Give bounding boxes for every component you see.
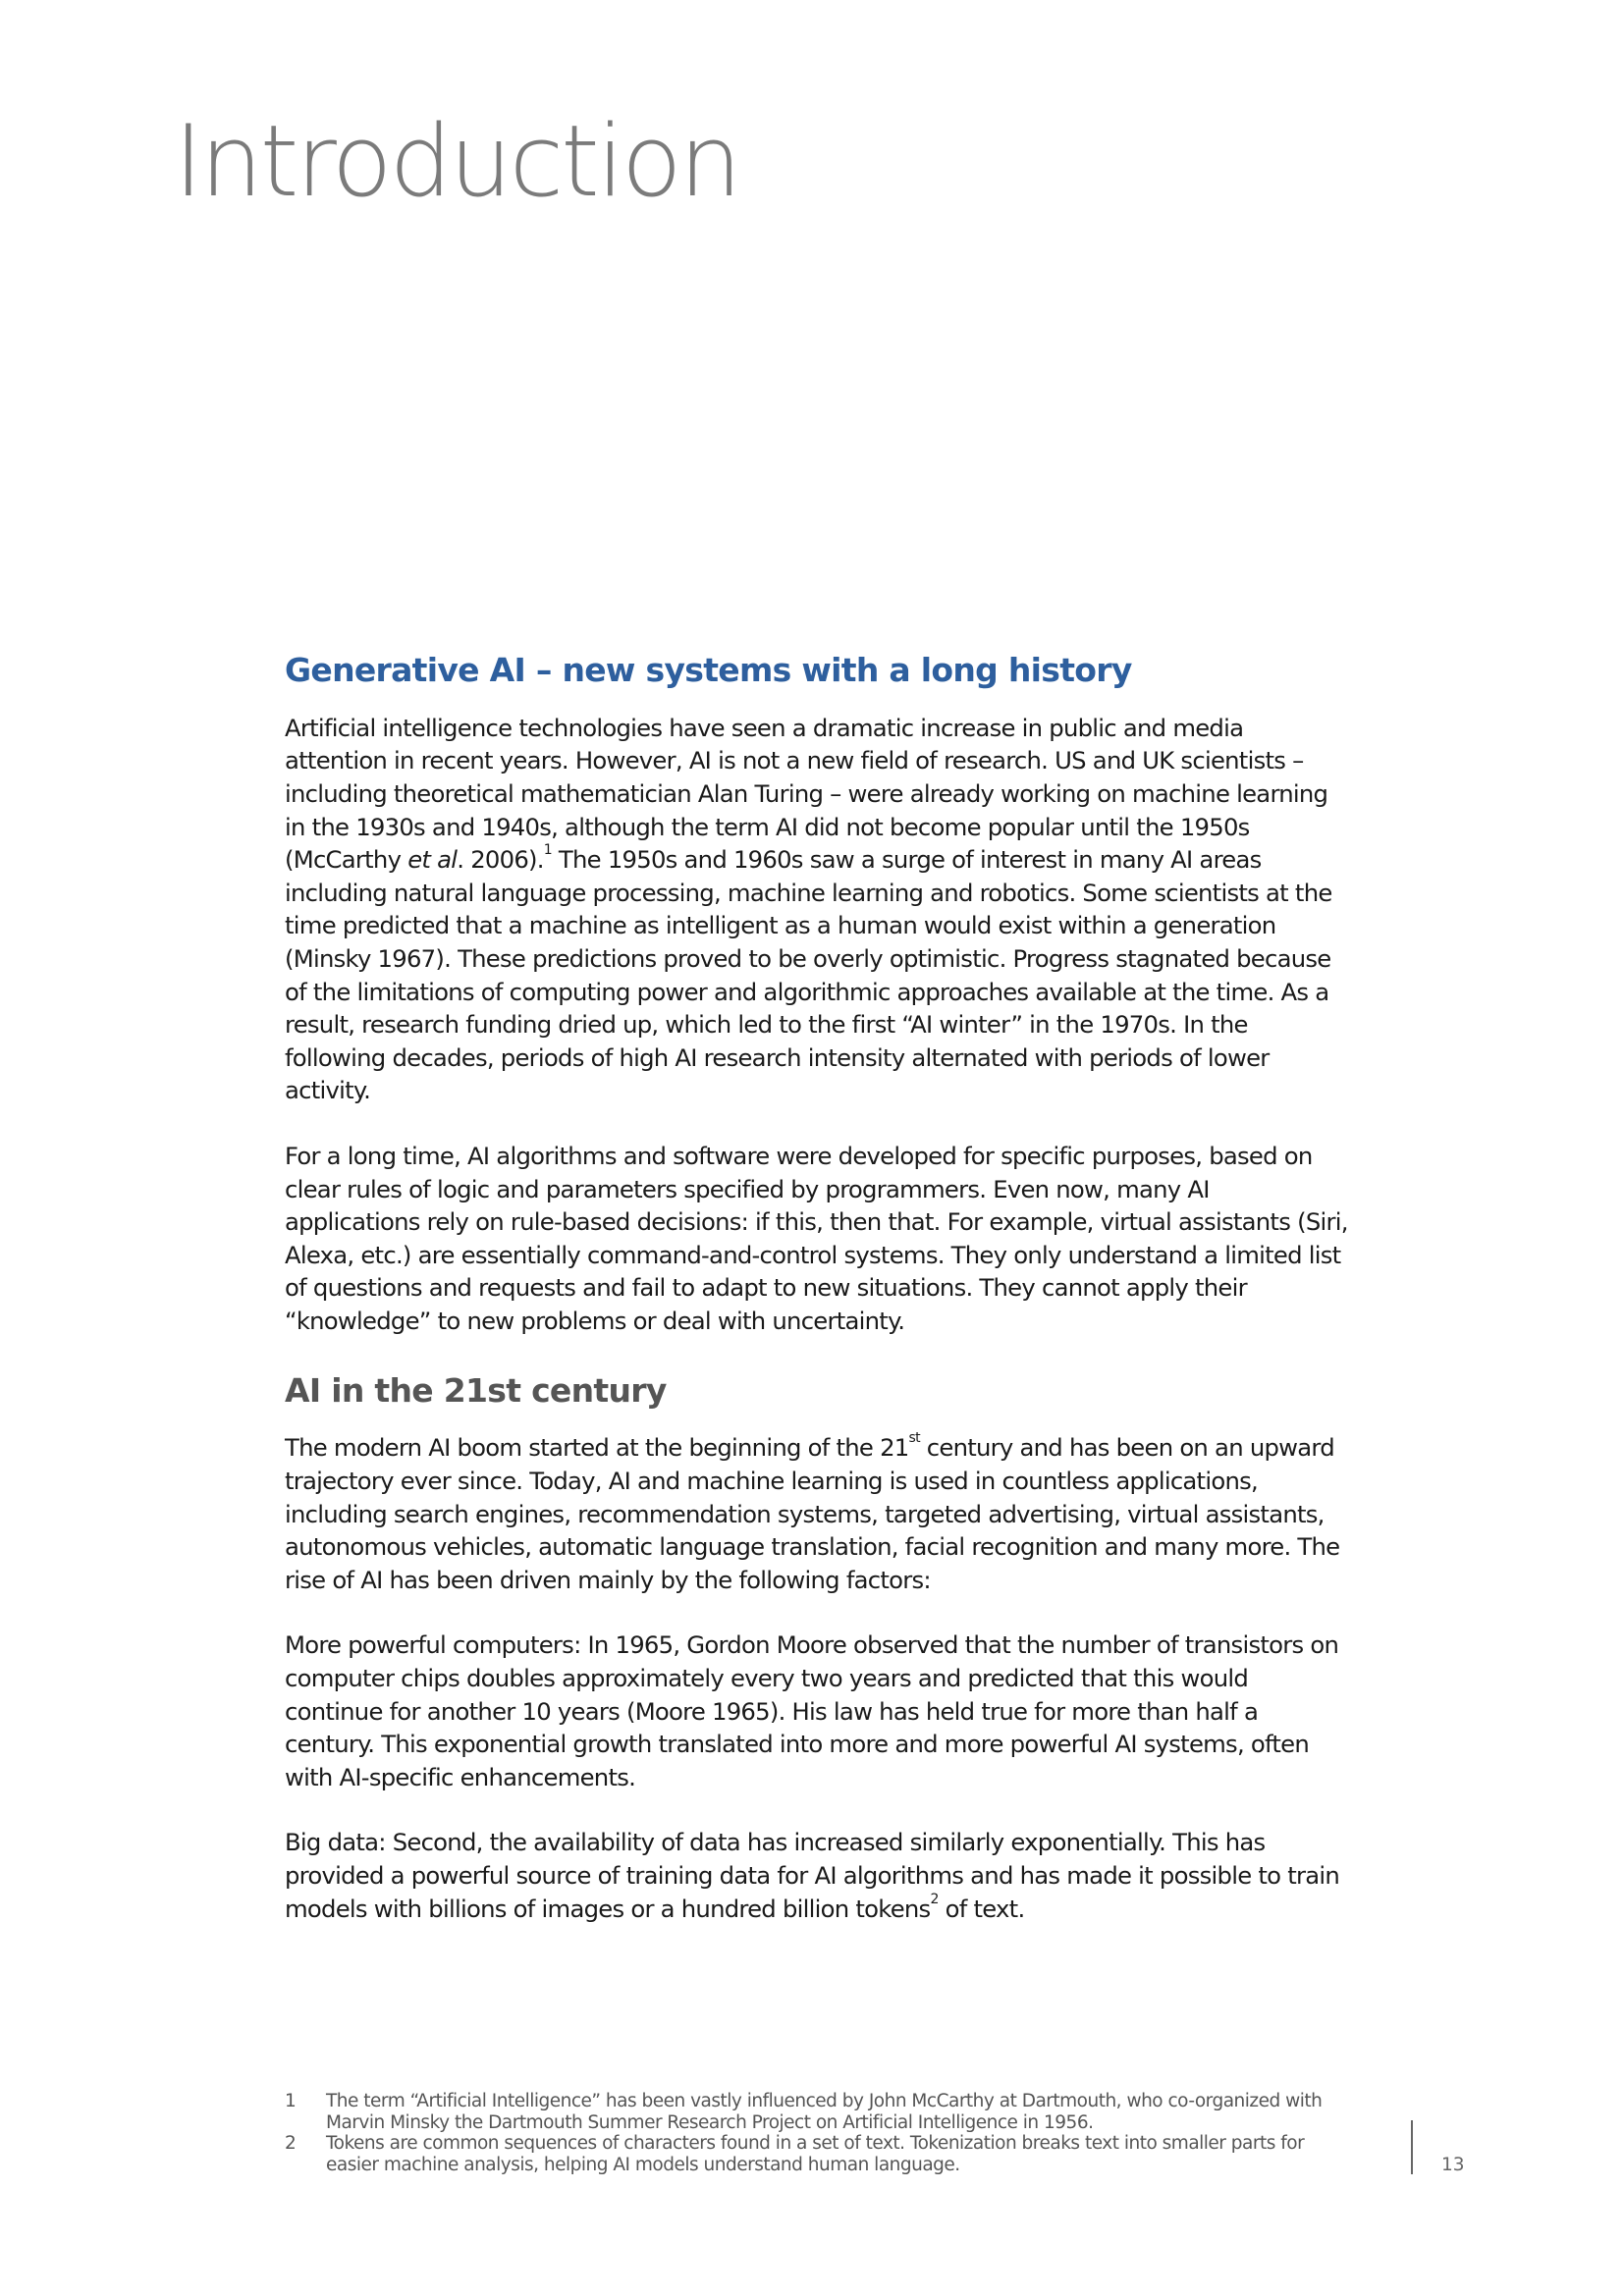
- paragraph-text: century and has been on an upward trajectory ever since. Today, AI and machine learning is used in countless applications, including search engines, recommendation systems, targeted advertising, virtual assistants, autonomous vehicles, automatic language translation, facial recognition and many more. The rise of AI has been driven mainly by the following factors:: [285, 1433, 1340, 1594]
- footnote-ref-2[interactable]: 2: [930, 1891, 939, 1907]
- footnote-text: The term “Artificial Intelligence” has been vastly influenced by John McCarthy at Dartmouth, who co-organized with Marvin Minsky the Dartmouth Summer Research Project on Artificial Intelligence in 1956.: [326, 2091, 1323, 2133]
- main-content: [285, 650, 1350, 1957]
- paragraph-text: of text.: [938, 1894, 1025, 1923]
- paragraph-text: The modern AI boom started at the beginning of the 21: [285, 1433, 909, 1463]
- superscript-st: st: [908, 1430, 920, 1447]
- section-heading-generative-ai: Generative AI – new systems with a long history: [285, 651, 1132, 689]
- paragraph-modern-ai-boom: [285, 1431, 1350, 1596]
- paragraph-big-data: [285, 1826, 1350, 1925]
- paragraph-powerful-computers: More powerful computers: In 1965, Gordon Moore observed that the number of transistors on computer chips doubles approximately every two years and predicted that this would continue for another 10 years (Moore 1965). His law has held true for more than half a century. This exponential growth translated into more and more powerful AI systems, often with AI-specific enhancements.: [285, 1630, 1339, 1791]
- page-number: 13: [1441, 2155, 1465, 2175]
- footnote-2: [285, 2133, 1355, 2175]
- paragraph-text: Artificial intelligence technologies have seen a dramatic increase in public and media attention in recent years. However, AI is not a new field of research. US and UK scientists – including theoretical mathematician Alan Turing – were already working on machine learning in the 1930s and 1940s, although the term AI did not become popular until the 1950s (McCarthy: [285, 713, 1328, 875]
- footnote-text: Tokens are common sequences of characters found in a set of text. Tokenization breaks text into smaller parts for easier machine analysis, helping AI models understand human language.: [326, 2133, 1305, 2175]
- footnotes: [285, 2091, 1355, 2175]
- paragraph-text: The 1950s and 1960s saw a surge of interest in many AI areas including natural language processing, machine learning and robotics. Some scientists at the time predicted that a machine as intelligent as a human would exist within a generation (Minsky 1967). These predictions proved to be overly optimistic. Progress stagnated because of the limitations of computing power and algorithmic approaches available at the time. As a result, research funding dried up, which led to the first “AI winter” in the 1970s. In the following decades, periods of high AI research intensity alternated with periods of lower activity.: [285, 845, 1332, 1105]
- paragraph-rule-based-ai: For a long time, AI algorithms and software were developed for specific purposes, based on clear rules of logic and parameters specified by programmers. Even now, many AI applications rely on rule-based decisions: if this, then that. For example, virtual assistants (Siri, Alexa, etc.) are essentially command-and-control systems. They only understand a limited list of questions and requests and fail to adapt to new situations. They cannot apply their “knowledge” to new problems or deal with uncertainty.: [285, 1142, 1348, 1335]
- paragraph-ai-history: [285, 712, 1350, 1107]
- page-title: Introduction: [174, 103, 739, 219]
- footnote-number: 1: [285, 2091, 297, 2111]
- footnote-ref-1[interactable]: 1: [543, 842, 552, 859]
- footnote-1: [285, 2091, 1355, 2133]
- section-heading-21st-century: AI in the 21st century: [285, 1370, 667, 1410]
- paragraph-text: Big data: Second, the availability of data has increased similarly exponentially. This has provided a powerful source of training data for AI algorithms and has made it possible to train models with billions of images or a hundred billion tokens: [285, 1828, 1340, 1923]
- paragraph-emphasis: et al: [407, 845, 458, 875]
- footnote-number: 2: [285, 2133, 297, 2154]
- page-number-divider: [1411, 2120, 1413, 2174]
- paragraph-text: . 2006).: [457, 845, 544, 875]
